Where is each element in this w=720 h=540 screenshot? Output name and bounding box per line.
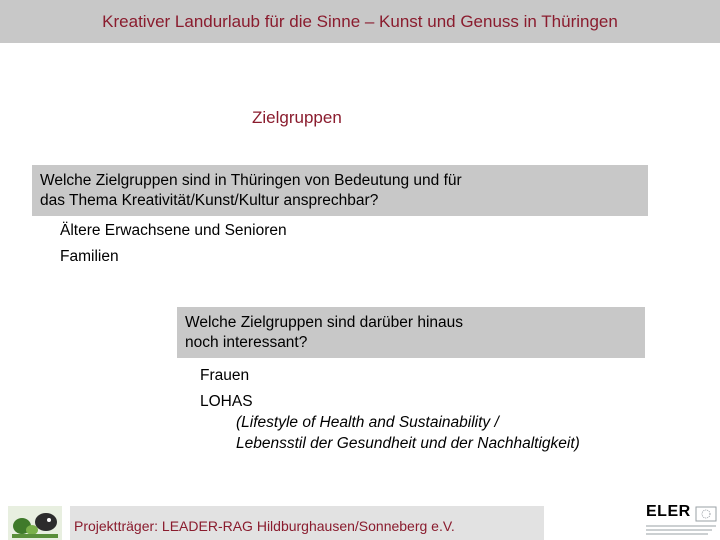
answer-item: LOHAS [200,393,253,410]
answer-item: Familien [60,248,119,265]
lohas-description-line-2: Lebensstil der Gesundheit und der Nachhaltigkeit) [236,435,580,452]
question-1-line-1: Welche Zielgruppen sind in Thüringen von Bedeutung und für [40,172,462,189]
question-box-2 [177,307,645,358]
lohas-description-line-1: (Lifestyle of Health and Sustainability / [236,414,499,431]
project-sponsor-text: Projektträger: LEADER-RAG Hildburghausen/Sonneberg e.V. [74,518,455,534]
eler-logo-text: ELER [646,503,691,520]
answer-item: Frauen [200,367,250,384]
question-box-1 [32,165,648,216]
question-1-line-2: das Thema Kreativität/Kunst/Kultur ansprechbar? [40,192,379,209]
slide-title: Kreativer Landurlaub für die Sinne – Kunst und Genuss in Thüringen [102,12,618,31]
question-2-line-1: Welche Zielgruppen sind darüber hinaus [185,314,464,331]
section-heading: Zielgruppen [252,108,342,127]
answer-item: Ältere Erwachsene und Senioren [60,222,287,239]
project-logo-icon [8,506,62,540]
question-2-line-2: noch interessant? [185,334,308,351]
